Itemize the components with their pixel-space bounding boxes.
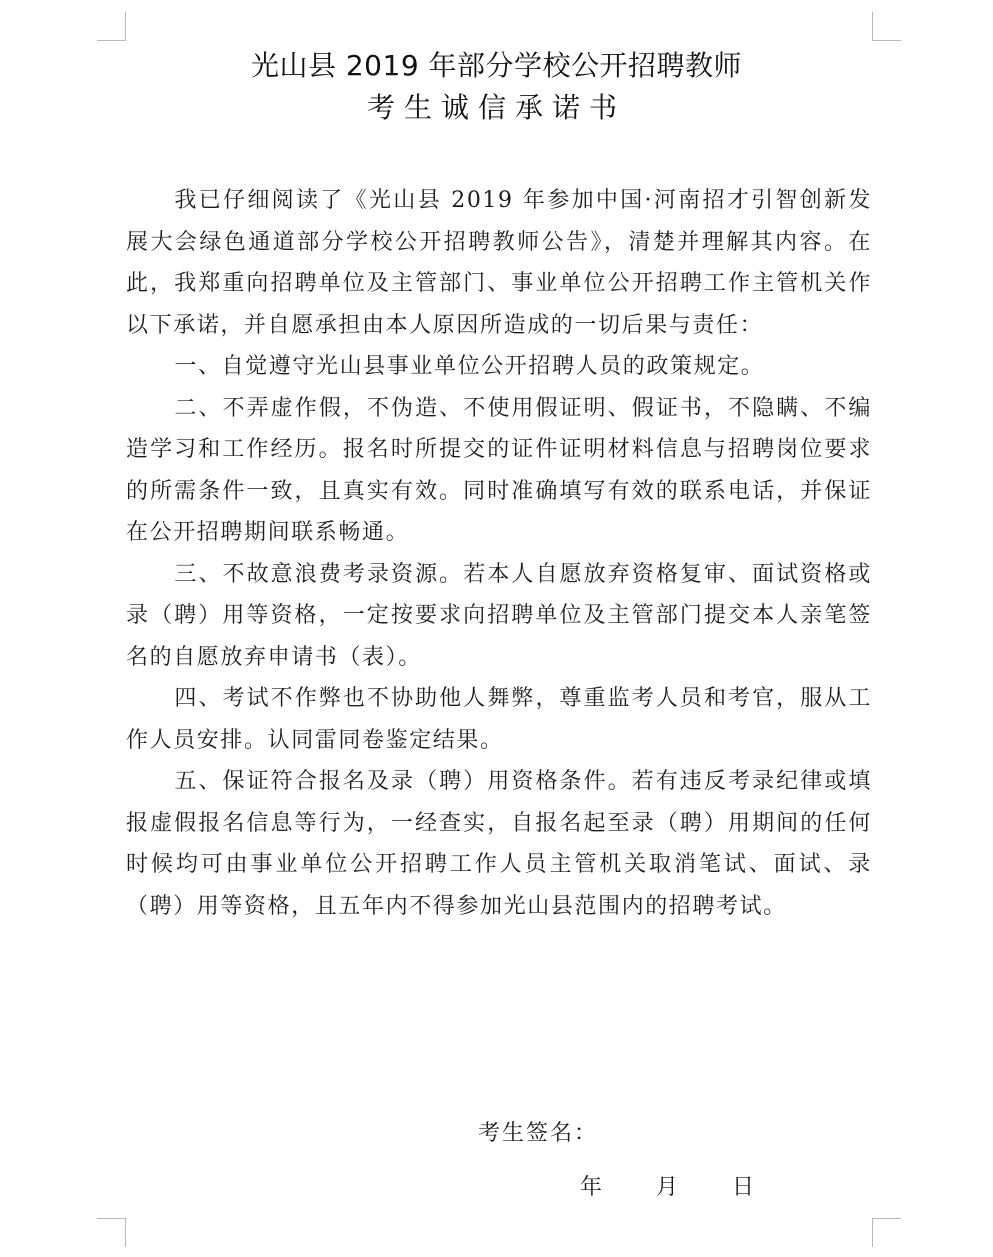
paragraph-item-2: 二、不弄虚作假，不伪造、不使用假证明、假证书，不隐瞒、不编造学习和工作经历。报名时所提交的证件证明材料信息与招聘岗位要求的所需条件一致，且真实有效。同时准确填写有效的联系电话，并保证在公开招聘期间联系畅通。 bbox=[126, 395, 872, 545]
paragraph-item-1: 一、自觉遵守光山县事业单位公开招聘人员的政策规定。 bbox=[174, 354, 765, 379]
crop-mark-top-left bbox=[97, 12, 126, 41]
crop-mark-bottom-left bbox=[97, 1218, 126, 1247]
paragraph-item-3: 三、不故意浪费考录资源。若本人自愿放弃资格复审、面试资格或录（聘）用等资格，一定按要求向招聘单位及主管部门提交本人亲笔签名的自愿放弃申请书（表）。 bbox=[126, 561, 872, 670]
document-subtitle: 考生诚信承诺书 bbox=[366, 91, 626, 124]
date-year-label: 年 bbox=[580, 1175, 603, 1200]
paragraph-item-4: 四、考试不作弊也不协助他人舞弊，尊重监考人员和考官，服从工作人员安排。认同雷同卷鉴定结果。 bbox=[126, 686, 872, 753]
crop-mark-bottom-right bbox=[872, 1218, 901, 1247]
document-body bbox=[126, 180, 872, 927]
date-month-label: 月 bbox=[656, 1175, 679, 1200]
document-title: 光山县 2019 年部分学校公开招聘教师 bbox=[250, 49, 743, 82]
paragraph-item-5: 五、保证符合报名及录（聘）用资格条件。若有违反考录纪律或填报虚假报名信息等行为，一经查实，自报名起至录（聘）用期间的任何时候均可由事业单位公开招聘工作人员主管机关取消笔试、面试、录（聘）用等资格，且五年内不得参加光山县范围内的招聘考试。 bbox=[126, 769, 872, 919]
crop-mark-top-right bbox=[872, 12, 901, 41]
signature-label: 考生签名： bbox=[478, 1121, 599, 1146]
paragraph-intro: 我已仔细阅读了《光山县 2019 年参加中国·河南招才引智创新发展大会绿色通道部分学校公开招聘教师公告》，清楚并理解其内容。在此，我郑重向招聘单位及主管部门、事业单位公开招聘工作主管机关作以下承诺，并自愿承担由本人原因所造成的一切后果与责任： bbox=[126, 188, 872, 338]
date-day-label: 日 bbox=[732, 1175, 755, 1200]
